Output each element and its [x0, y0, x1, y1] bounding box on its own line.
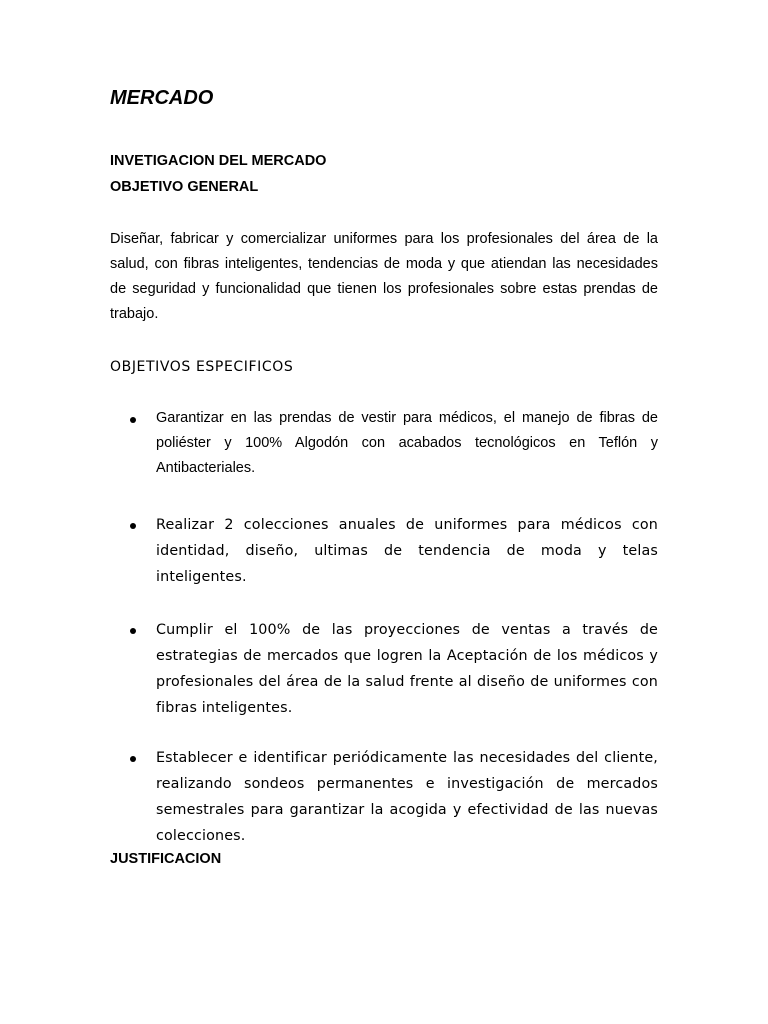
bullet-icon	[130, 417, 136, 423]
list-item-text: Cumplir el 100% de las proyecciones de ventas a través de estrategias de mercados que logren la Aceptación de los médicos y profesionales del área de la salud frente al diseño de uniformes con fibras inteligentes.	[156, 622, 658, 716]
section-heading-objetivo-general: OBJETIVO GENERAL	[110, 179, 259, 195]
section-heading-justificacion: JUSTIFICACION	[110, 851, 222, 867]
list-item-text: Realizar 2 colecciones anuales de uniformes para médicos con identidad, diseño, ultimas de tendencia de moda y telas inteligentes.	[156, 517, 658, 585]
bullet-icon	[130, 628, 136, 634]
bullet-icon	[130, 756, 136, 762]
objetivo-general-paragraph: Diseñar, fabricar y comercializar uniformes para los profesionales del área de la salud, con fibras inteligentes, tendencias de moda y que atiendan las necesidades de seguridad y funcionalidad que tienen los profesionales sobre estas prendas de trabajo.	[110, 231, 658, 322]
section-heading-objetivos-especificos: OBJETIVOS ESPECIFICOS	[110, 359, 294, 375]
list-item-text: Garantizar en las prendas de vestir para médicos, el manejo de fibras de poliéster y 100% Algodón con acabados tecnológicos en Teflón y Antibacteriales.	[156, 410, 658, 476]
document-title: MERCADO	[110, 87, 214, 109]
bullet-icon	[130, 523, 136, 529]
section-heading-investigacion: INVETIGACION DEL MERCADO	[110, 153, 327, 169]
list-item-text: Establecer e identificar periódicamente las necesidades del cliente, realizando sondeos permanentes e investigación de mercados semestrales para garantizar la acogida y efectividad de las nuevas colecciones.	[156, 750, 658, 844]
